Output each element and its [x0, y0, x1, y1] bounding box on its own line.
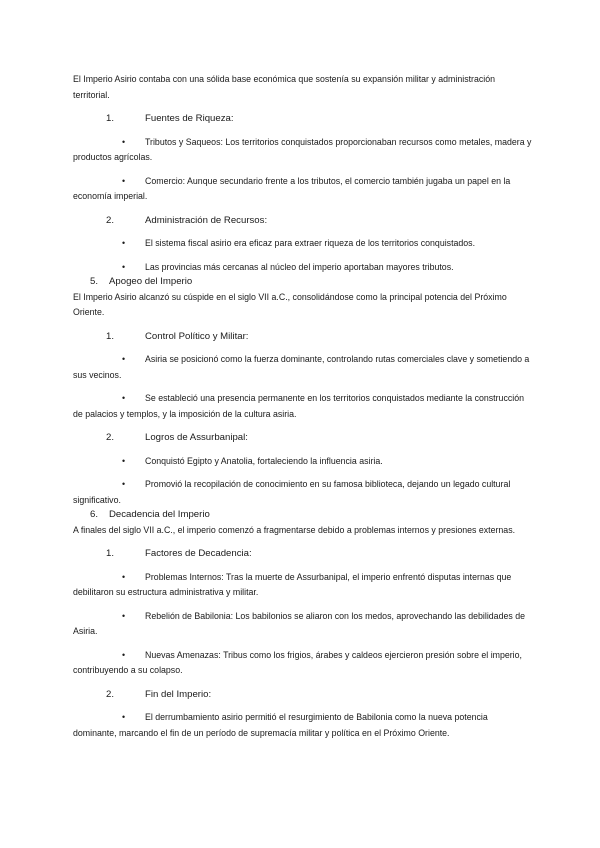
- list-item-fuentes: [73, 111, 533, 127]
- bullet-icon: •: [122, 238, 126, 248]
- bullet-icon: •: [122, 649, 126, 660]
- list-title: Fuentes de Riqueza:: [145, 113, 234, 124]
- bullet-item: [73, 710, 533, 741]
- bullet-text: Asiria se posicionó como la fuerza dominante, controlando rutas comerciales clave y sometiendo a sus vecinos.: [73, 354, 530, 380]
- bullet-item: [73, 352, 533, 383]
- list-item-administracion: [73, 213, 533, 229]
- bullet-item: [73, 648, 533, 679]
- bullet-text: Promovió la recopilación de conocimiento en su famosa biblioteca, dejando un legado cultural significativo.: [73, 479, 511, 505]
- bullet-item: [73, 477, 533, 508]
- document-page: [73, 72, 533, 749]
- blocks-a: [73, 111, 533, 275]
- section-number: 6.: [90, 509, 99, 520]
- bullet-item: [73, 609, 533, 640]
- list-item-control: [73, 329, 533, 345]
- bullet-icon: •: [122, 712, 126, 722]
- list-title: Administración de Recursos:: [145, 214, 268, 226]
- bullet-icon: •: [122, 571, 126, 582]
- bullet-icon: •: [122, 455, 126, 466]
- section-heading-5: [73, 274, 533, 290]
- list-title: Factores de Decadencia:: [145, 548, 252, 559]
- bullet-icon: •: [122, 479, 126, 489]
- list-number: 2.: [106, 688, 115, 700]
- bullet-text: Tributos y Saqueos: Los territorios conquistados proporcionaban recursos como metales, madera y productos agrícolas.: [73, 136, 532, 162]
- section-number: 5.: [90, 276, 99, 287]
- section-title: Decadencia del Imperio: [109, 509, 210, 520]
- bullet-text: Problemas Internos: Tras la muerte de Assurbanipal, el imperio enfrentó disputas internas que debilitaron su estructura administrativa y militar.: [73, 571, 512, 597]
- blocks-b: [73, 329, 533, 509]
- bullet-item: [73, 174, 533, 205]
- bullet-icon: •: [122, 393, 126, 403]
- bullet-text: Rebelión de Babilonia: Los babilonios se aliaron con los medos, aprovechando las debilidades de Asiria.: [73, 610, 525, 636]
- list-title: Control Político y Militar:: [145, 330, 249, 342]
- bullet-item: [73, 135, 533, 166]
- bullet-icon: •: [122, 175, 126, 186]
- bullet-item: [73, 570, 533, 601]
- bullet-text: Nuevas Amenazas: Tribus como los frigios, árabes y caldeos ejercieron presión sobre el imperio, contribuyendo a su colapso.: [73, 649, 522, 675]
- list-title: Logros de Assurbanipal:: [145, 432, 248, 443]
- section-5-paragraph: El Imperio Asirio alcanzó su cúspide en el siglo VII a.C., consolidándose como la principal potencia del Próximo Oriente.: [73, 291, 507, 317]
- bullet-text: El sistema fiscal asirio era eficaz para extraer riqueza de los territorios conquistados.: [145, 238, 476, 248]
- list-number: 1.: [106, 548, 115, 559]
- bullet-icon: •: [122, 261, 126, 272]
- list-item-fin: [73, 687, 533, 703]
- bullet-text: Las provincias más cercanas al núcleo del imperio aportaban mayores tributos.: [145, 261, 454, 272]
- blocks-c: [73, 546, 533, 741]
- bullet-text: El derrumbamiento asirio permitió el resurgimiento de Babilonia como la nueva potencia dominante, marcando el fin de un período de supremacía militar y política en el Próximo Oriente.: [73, 712, 488, 738]
- list-item-factores: [73, 546, 533, 562]
- bullet-icon: •: [122, 136, 126, 147]
- bullet-item: [73, 391, 533, 422]
- section-heading-6: [73, 507, 533, 523]
- bullet-text: Se estableció una presencia permanente en los territorios conquistados mediante la construcción de palacios y templos, y la imposición de la cultura asiria.: [73, 393, 524, 419]
- bullet-text: Conquistó Egipto y Anatolia, fortaleciendo la influencia asiria.: [145, 455, 383, 466]
- intro-paragraph: El Imperio Asirio contaba con una sólida base económica que sostenía su expansión militar y administración territorial.: [73, 74, 495, 100]
- list-title: Fin del Imperio:: [145, 688, 212, 700]
- list-number: 1.: [106, 113, 115, 124]
- bullet-item: [73, 260, 533, 276]
- bullet-icon: •: [122, 354, 126, 364]
- bullet-item: [73, 236, 533, 252]
- bullet-item: [73, 454, 533, 470]
- list-number: 2.: [106, 432, 115, 443]
- bullet-text: Comercio: Aunque secundario frente a los tributos, el comercio también jugaba un papel en la economía imperial.: [73, 175, 511, 201]
- list-number: 2.: [106, 214, 115, 226]
- bullet-icon: •: [122, 610, 126, 621]
- section-6-paragraph: A finales del siglo VII a.C., el imperio comenzó a fragmentarse debido a problemas internos y presiones externas.: [73, 524, 516, 535]
- section-title: Apogeo del Imperio: [109, 276, 193, 287]
- list-number: 1.: [106, 330, 115, 342]
- list-item-logros: [73, 430, 533, 446]
